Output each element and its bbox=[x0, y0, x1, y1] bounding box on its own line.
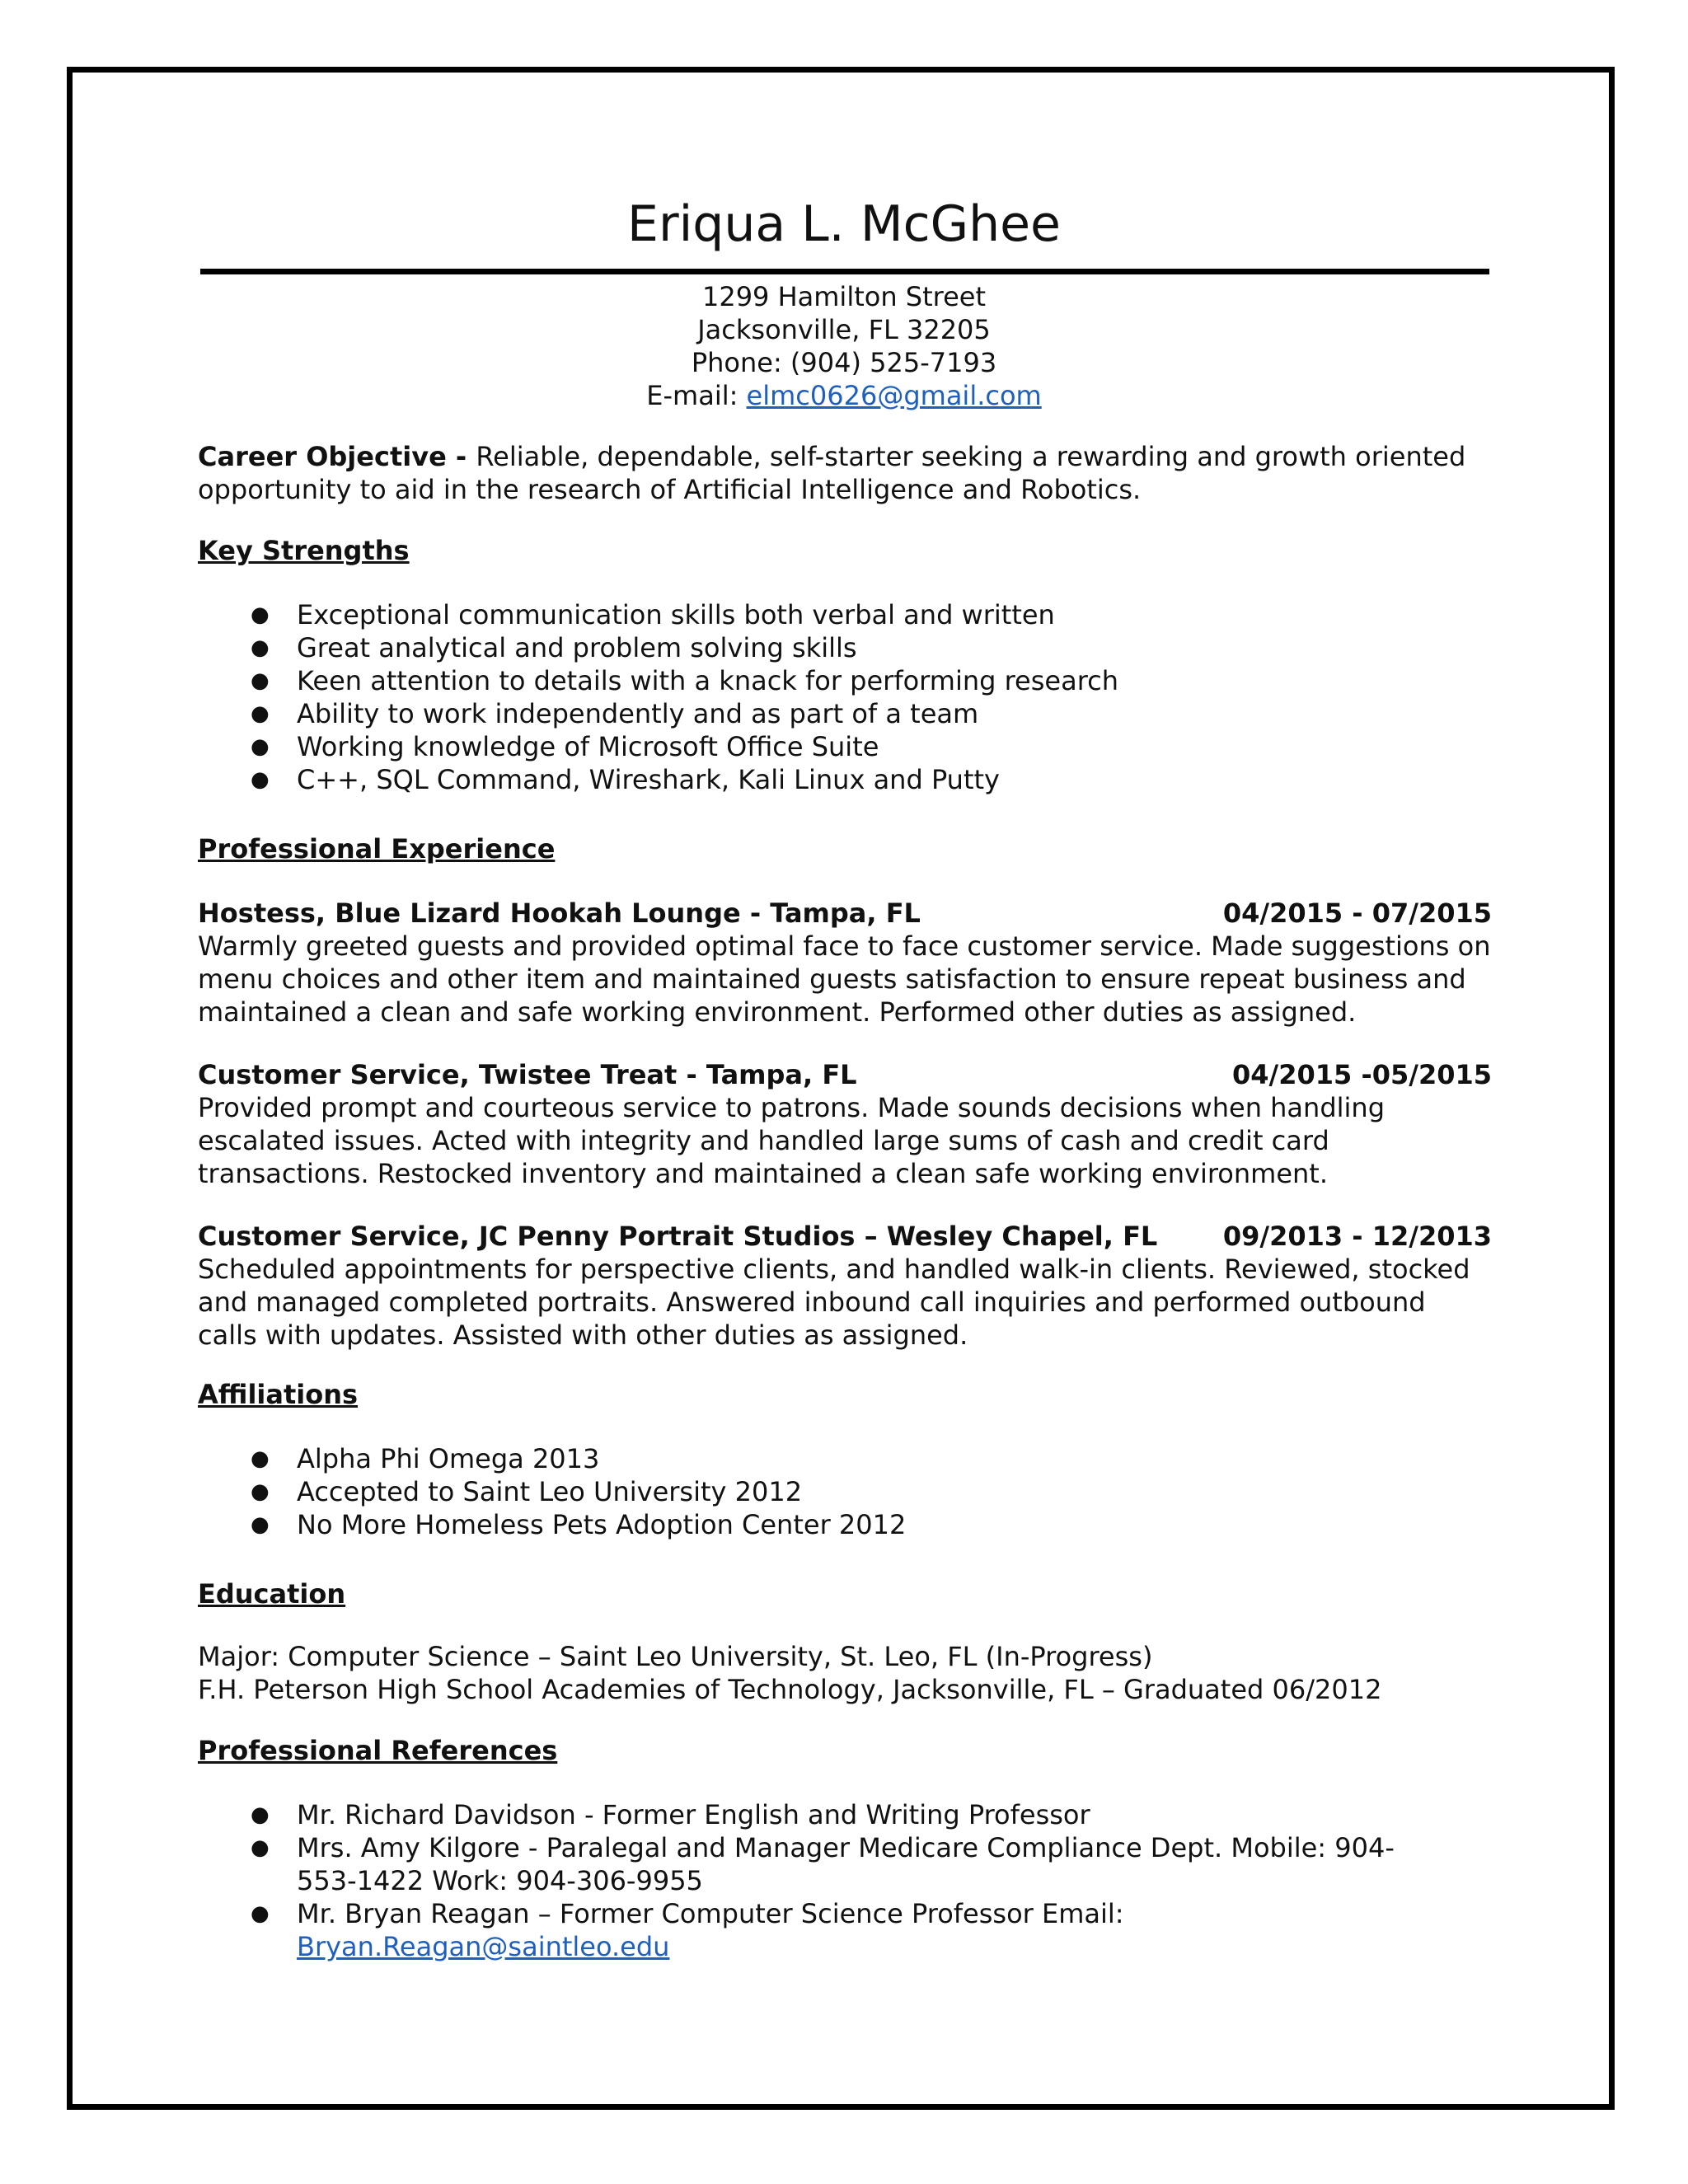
job-header bbox=[198, 897, 1492, 930]
list-item: ● No More Homeless Pets Adoption Center 2012 bbox=[251, 1509, 907, 1540]
job-description: Warmly greeted guests and provided optimal face to face customer service. Made suggestions on menu choices and other item and maintained guests satisfaction to ensure repeat business and maintained a clean and safe working environment. Performed other duties as assigned. bbox=[198, 930, 1491, 1028]
list-item: ● Accepted to Saint Leo University 2012 bbox=[251, 1476, 803, 1507]
list-item: ● Alpha Phi Omega 2013 bbox=[251, 1443, 600, 1474]
bullet-icon: ● bbox=[251, 767, 270, 792]
phone-line: Phone: (904) 525-7193 bbox=[691, 347, 997, 378]
job-description: Scheduled appointments for perspective clients, and handled walk-in clients. Reviewed, stocked and managed completed portraits. Answered inbound call inquiries and performed outbound calls with updates. Assisted with other duties as assigned. bbox=[198, 1254, 1470, 1351]
bullet-icon: ● bbox=[251, 1835, 270, 1860]
bullet-icon: ● bbox=[251, 734, 270, 759]
address-line-2: Jacksonville, FL 32205 bbox=[697, 314, 991, 345]
header-rule bbox=[200, 269, 1489, 274]
list-item: ● Keen attention to details with a knack for performing research bbox=[251, 665, 1119, 696]
references-section bbox=[198, 1734, 1492, 1963]
affiliations-list bbox=[198, 1442, 1492, 1541]
bullet-icon: ● bbox=[251, 1512, 270, 1537]
education-section bbox=[198, 1577, 1492, 1706]
key-strengths-list bbox=[198, 598, 1492, 796]
list-item: ● Exceptional communication skills both verbal and written bbox=[251, 599, 1055, 630]
bullet-icon: ● bbox=[251, 668, 270, 693]
bullet-icon: ● bbox=[251, 1901, 270, 1926]
email-label: E-mail: bbox=[646, 380, 747, 411]
list-item: ● C++, SQL Command, Wireshark, Kali Linux and Putty bbox=[251, 764, 1000, 795]
objective-text: Reliable, dependable, self-starter seeking a rewarding and growth oriented opportunity to aid in the research of Artificial Intelligence and Robotics. bbox=[198, 441, 1466, 505]
email-link[interactable]: elmc0626@gmail.com bbox=[746, 380, 1042, 411]
list-item: ● Great analytical and problem solving skills bbox=[251, 632, 857, 663]
job-description: Provided prompt and courteous service to patrons. Made sounds decisions when handling escalated issues. Acted with integrity and handled large sums of cash and credit card transactions. Restocked inventory and maintained a clean safe working environment. bbox=[198, 1092, 1385, 1189]
references-heading: Professional References bbox=[198, 1735, 558, 1766]
bullet-icon: ● bbox=[251, 701, 270, 726]
bullet-icon: ● bbox=[251, 1479, 270, 1504]
job-entry bbox=[198, 1058, 1492, 1190]
experience-section bbox=[198, 832, 1492, 1352]
job-entry bbox=[198, 1220, 1492, 1352]
affiliations-section bbox=[198, 1378, 1492, 1541]
reference-email-link[interactable]: Bryan.Reagan@saintleo.edu bbox=[297, 1931, 670, 1962]
education-line: F.H. Peterson High School Academies of Technology, Jacksonville, FL – Graduated 06/2012 bbox=[198, 1674, 1382, 1705]
bullet-icon: ● bbox=[251, 1446, 270, 1471]
job-title: Customer Service, Twistee Treat - Tampa, FL bbox=[198, 1059, 857, 1090]
list-item: ● Ability to work independently and as part of a team bbox=[251, 698, 979, 729]
job-title: Customer Service, JC Penny Portrait Studios – Wesley Chapel, FL bbox=[198, 1221, 1158, 1252]
references-list bbox=[198, 1798, 1451, 1963]
career-objective bbox=[198, 440, 1492, 506]
key-strengths-heading: Key Strengths bbox=[198, 535, 410, 566]
list-item: ● Mr. Richard Davidson - Former English and Writing Professor bbox=[251, 1799, 1090, 1830]
job-entry bbox=[198, 897, 1492, 1029]
list-item: ● Mr. Bryan Reagan – Former Computer Science Professor Email: Bryan.Reagan@saintleo.edu bbox=[251, 1898, 1124, 1962]
list-item: ● Working knowledge of Microsoft Office Suite bbox=[251, 731, 879, 762]
job-dates: 04/2015 -05/2015 bbox=[1232, 1059, 1492, 1090]
education-line: Major: Computer Science – Saint Leo University, St. Leo, FL (In-Progress) bbox=[198, 1641, 1153, 1672]
bullet-icon: ● bbox=[251, 1802, 270, 1827]
job-header bbox=[198, 1058, 1492, 1091]
resume-name: Eriqua L. McGhee bbox=[627, 195, 1061, 253]
email-line bbox=[0, 379, 1688, 412]
education-heading: Education bbox=[198, 1578, 346, 1610]
job-title: Hostess, Blue Lizard Hookah Lounge - Tampa, FL bbox=[198, 898, 921, 929]
key-strengths-section bbox=[198, 534, 1492, 796]
list-item: ● Mrs. Amy Kilgore - Paralegal and Manager Medicare Compliance Dept. Mobile: 904-553-1422 Work: 904-306-9955 bbox=[251, 1832, 1395, 1896]
contact-block bbox=[0, 280, 1688, 412]
bullet-icon: ● bbox=[251, 635, 270, 660]
job-header bbox=[198, 1220, 1492, 1253]
bullet-icon: ● bbox=[251, 602, 270, 627]
job-dates: 04/2015 - 07/2015 bbox=[1222, 898, 1492, 929]
address-line-1: 1299 Hamilton Street bbox=[701, 281, 987, 312]
affiliations-heading: Affiliations bbox=[198, 1379, 359, 1410]
experience-heading: Professional Experience bbox=[198, 833, 556, 865]
job-dates: 09/2013 - 12/2013 bbox=[1222, 1221, 1492, 1252]
objective-label: Career Objective - bbox=[198, 441, 476, 472]
